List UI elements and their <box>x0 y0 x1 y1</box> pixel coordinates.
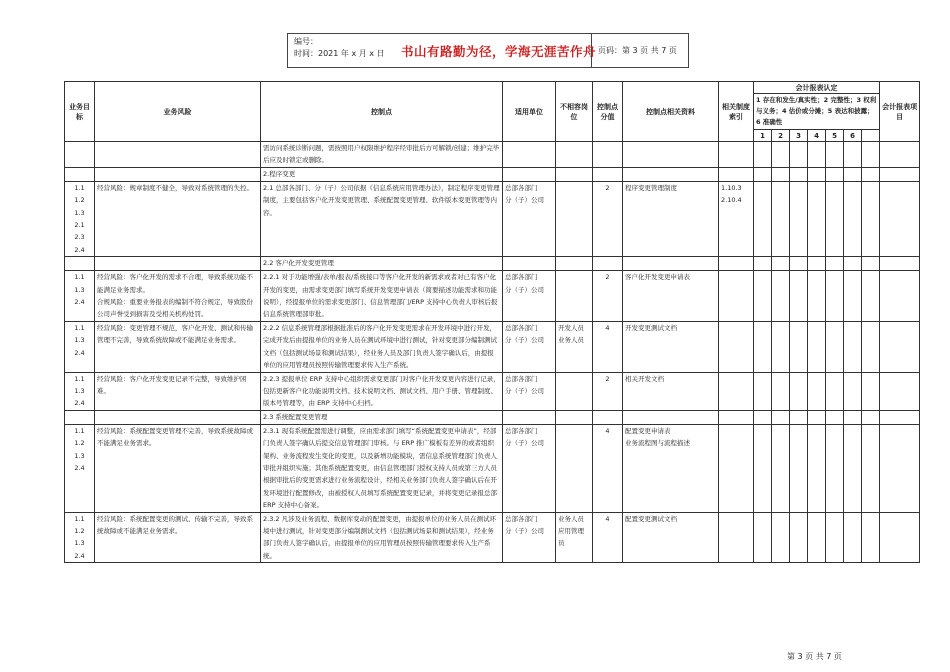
risk-cell <box>95 142 261 168</box>
empty-cell <box>826 372 844 410</box>
goal-cell <box>65 142 95 168</box>
control-cell: 2.3.1 现有系统配置需进行调整，应由需求部门填写“系统配置变更申请表”，经部门负责人签字确认后提交信息管理部门审核。与 ERP 推广模板有差异的或者组织架构、业务流程发生变化的变更，以及新增功能模块，需信息系统管理部门负责人审批并组织实施；其他系统配置变更，由信息管理部门授权支持人员或第三方人员根据审批后的变更需求进行业务流程设计，经相关业务部门负责人签字确认后在开发环境进行配置修改，由被授权人员填写系统配置变更记录，并将变更记录报总部 ERP 支持中心备案。 <box>261 424 503 512</box>
section-title: 2.3 系统配置变更管理 <box>261 410 503 424</box>
empty-cell <box>808 410 826 424</box>
incompatible-cell <box>556 142 593 168</box>
empty-cell <box>844 512 862 563</box>
acct-num: 5 <box>826 130 844 142</box>
empty-cell <box>880 410 920 424</box>
score-cell: 4 <box>593 512 623 563</box>
risk-cell <box>95 257 261 271</box>
docs-cell: 程序变更管理制度 <box>623 181 719 256</box>
section-title: 2.2 客户化开发变更管理 <box>261 257 503 271</box>
acct-num-blank <box>862 130 880 142</box>
index-cell <box>719 271 754 322</box>
empty-cell <box>623 167 719 181</box>
empty-cell <box>754 271 772 322</box>
control-cell: 2.2.3 提报单位 ERP 支持中心组织需求变更部门对客户化开发变更内容进行记录，包括更新客户化功能说明文档、技术说明文档、测试文档、用户手册、管理制度、版本号管理等，由 ERP 支持中心归档。 <box>261 372 503 410</box>
docs-cell: 客户化开发变更申请表 <box>623 271 719 322</box>
number-label: 编号： <box>294 37 318 46</box>
empty-cell <box>826 181 844 256</box>
empty-cell <box>754 142 772 168</box>
empty-cell <box>808 181 826 256</box>
col-control: 控制点 <box>261 82 503 142</box>
empty-cell <box>862 372 880 410</box>
empty-cell <box>826 512 844 563</box>
section-row <box>65 410 920 424</box>
col-acct: 会计报表认定 <box>754 82 880 94</box>
empty-cell <box>880 424 920 512</box>
score-cell: 4 <box>593 424 623 512</box>
empty-cell <box>862 512 880 563</box>
empty-cell <box>772 142 790 168</box>
col-unit: 适用单位 <box>503 82 556 142</box>
empty-cell <box>503 257 556 271</box>
docs-cell <box>623 142 719 168</box>
empty-cell <box>862 410 880 424</box>
empty-cell <box>503 410 556 424</box>
empty-cell <box>826 424 844 512</box>
empty-cell <box>862 424 880 512</box>
empty-cell <box>623 410 719 424</box>
col-incompatible: 不相容岗位 <box>556 82 593 142</box>
goal-cell <box>65 410 95 424</box>
acct-num: 4 <box>808 130 826 142</box>
acct-num: 3 <box>790 130 808 142</box>
table-row <box>65 424 920 512</box>
empty-cell <box>826 142 844 168</box>
empty-cell <box>862 257 880 271</box>
empty-cell <box>754 167 772 181</box>
empty-cell <box>593 167 623 181</box>
goal-cell: 1.1 1.3 2.4 <box>65 271 95 322</box>
section-title: 2.程序变更 <box>261 167 503 181</box>
empty-cell <box>719 167 754 181</box>
goal-cell: 1.1 1.2 1.3 2.1 2.3 2.4 <box>65 181 95 256</box>
empty-cell <box>880 181 920 256</box>
control-cell: 2.1 总部各部门、分（子）公司依据《信息系统应用管理办法》，制定程序变更管理制度，主要包括客户化开发变更管理、系统配置变更管理、软件版本变更管理等内容。 <box>261 181 503 256</box>
empty-cell <box>844 181 862 256</box>
score-cell <box>593 142 623 168</box>
empty-cell <box>826 257 844 271</box>
risk-cell <box>95 167 261 181</box>
empty-cell <box>808 271 826 322</box>
empty-cell <box>790 271 808 322</box>
empty-cell <box>880 512 920 563</box>
empty-cell <box>754 257 772 271</box>
goal-cell: 1.1 1.2 1.3 2.4 <box>65 512 95 563</box>
empty-cell <box>790 257 808 271</box>
empty-cell <box>808 512 826 563</box>
empty-cell <box>862 181 880 256</box>
unit-cell: 总部各部门 分（子）公司 <box>503 271 556 322</box>
empty-cell <box>844 271 862 322</box>
empty-cell <box>880 142 920 168</box>
control-cell: 2.3.2 凡涉及业务流程、数据库变动的配置变更，由提报单位的业务人员在测试环境中进行测试，针对变更部分编制测试文档（包括测试场景和测试结果），经业务部门负责人签字确认后，由提报单位的应用管理员按照传输管理要求传入生产系统。 <box>261 512 503 563</box>
empty-cell <box>772 257 790 271</box>
empty-cell <box>593 410 623 424</box>
empty-cell <box>754 512 772 563</box>
section-row <box>65 257 920 271</box>
section-row <box>65 167 920 181</box>
goal-cell: 1.1 1.3 2.4 <box>65 321 95 372</box>
acct-assertion-note: 1 存在和发生/真实性；2 完整性；3 权利与义务；4 估价或分摊；5 表达和披露；6 准确性 <box>754 94 880 130</box>
empty-cell <box>623 257 719 271</box>
unit-cell <box>503 142 556 168</box>
risk-cell: 经营风险：客户化开发的需求不合理，导致系统功能不能满足业务需求。 合规风险：重要业务报表的编制不符合规定，导致股份公司声誉受到损害及受相关机构处罚。 <box>95 271 261 322</box>
empty-cell <box>844 321 862 372</box>
empty-cell <box>862 142 880 168</box>
incompatible-cell <box>556 271 593 322</box>
index-cell: 1.10.3 2.10.4 <box>719 181 754 256</box>
col-risk: 业务风险 <box>95 82 261 142</box>
unit-cell: 总部各部门 分（子）公司 <box>503 181 556 256</box>
empty-cell <box>556 257 593 271</box>
risk-cell: 经营风险：客户化开发变更记录不完整，导致维护困难。 <box>95 372 261 410</box>
empty-cell <box>808 167 826 181</box>
empty-cell <box>790 181 808 256</box>
empty-cell <box>862 271 880 322</box>
empty-cell <box>754 424 772 512</box>
empty-cell <box>880 372 920 410</box>
score-cell: 2 <box>593 372 623 410</box>
index-cell <box>719 424 754 512</box>
empty-cell <box>862 167 880 181</box>
empty-cell <box>844 167 862 181</box>
empty-cell <box>844 424 862 512</box>
score-cell: 4 <box>593 321 623 372</box>
incompatible-cell <box>556 424 593 512</box>
control-table <box>64 81 920 563</box>
empty-cell <box>772 424 790 512</box>
risk-cell: 经营风险：规章制度不健全，导致对系统管理的失控。 <box>95 181 261 256</box>
time-label: 时间：2021 年 x 月 x 日 <box>294 49 385 58</box>
index-cell <box>719 321 754 372</box>
index-cell <box>719 372 754 410</box>
empty-cell <box>826 321 844 372</box>
index-cell <box>719 512 754 563</box>
header-meta <box>294 36 385 60</box>
empty-cell <box>772 167 790 181</box>
col-index: 相关制度索引 <box>719 82 754 142</box>
empty-cell <box>826 410 844 424</box>
unit-cell: 总部各部门 分（子）公司 <box>503 372 556 410</box>
goal-cell: 1.1 1.2 1.3 2.4 <box>65 424 95 512</box>
empty-cell <box>826 167 844 181</box>
empty-cell <box>556 167 593 181</box>
page-footer: 第 3 页 共 7 页 <box>787 652 842 661</box>
empty-cell <box>790 512 808 563</box>
index-cell <box>719 142 754 168</box>
empty-cell <box>808 257 826 271</box>
empty-cell <box>880 167 920 181</box>
empty-cell <box>790 321 808 372</box>
table-row <box>65 512 920 563</box>
empty-cell <box>808 372 826 410</box>
incompatible-cell: 业务人员 应用管理员 <box>556 512 593 563</box>
control-cell: 2.2.1 对于功能增强/表单/报表/系统接口等客户化开发的新需求或者对已有客户化开发的变更，由需求变更部门填写系统开发变更申请表（简要描述功能需求和功能说明），经提报单位的需求变更部门、信息管理部门/ERP 支持中心负责人审核后报信息系统管理部审批。 <box>261 271 503 322</box>
empty-cell <box>593 257 623 271</box>
unit-cell: 总部各部门 分（子）公司 <box>503 424 556 512</box>
empty-cell <box>844 410 862 424</box>
risk-cell <box>95 410 261 424</box>
goal-cell <box>65 167 95 181</box>
empty-cell <box>754 372 772 410</box>
table-row <box>65 271 920 322</box>
risk-cell: 经营风险：系统配置变更管理不完善，导致系统故障或不能满足业务需求。 <box>95 424 261 512</box>
table-row <box>65 142 920 168</box>
docs-cell: 配置变更申请表 业务流程图与流程描述 <box>623 424 719 512</box>
table-row <box>65 372 920 410</box>
empty-cell <box>862 321 880 372</box>
empty-cell <box>754 410 772 424</box>
empty-cell <box>808 321 826 372</box>
empty-cell <box>503 167 556 181</box>
empty-cell <box>844 372 862 410</box>
empty-cell <box>772 410 790 424</box>
empty-cell <box>790 142 808 168</box>
score-cell: 2 <box>593 181 623 256</box>
empty-cell <box>772 181 790 256</box>
control-cell: 需访问系统诊断问题，需按照用户权限维护程序经审批后方可解锁/创建；维护完毕后应及时锁定或删除。 <box>261 142 503 168</box>
acct-num: 2 <box>772 130 790 142</box>
acct-num: 6 <box>844 130 862 142</box>
header-motto: 书山有路勤为径，学海无涯苦作舟 <box>401 44 597 59</box>
goal-cell <box>65 257 95 271</box>
docs-cell: 相关开发文档 <box>623 372 719 410</box>
col-docs: 控制点相关资料 <box>623 82 719 142</box>
empty-cell <box>790 410 808 424</box>
empty-cell <box>880 321 920 372</box>
empty-cell <box>772 271 790 322</box>
incompatible-cell: 开发人员 业务人员 <box>556 321 593 372</box>
empty-cell <box>719 257 754 271</box>
unit-cell: 总部各部门 分（子）公司 <box>503 321 556 372</box>
empty-cell <box>808 424 826 512</box>
incompatible-cell <box>556 372 593 410</box>
empty-cell <box>772 321 790 372</box>
empty-cell <box>772 512 790 563</box>
unit-cell: 总部各部门 分（子）公司 <box>503 512 556 563</box>
empty-cell <box>880 271 920 322</box>
header-page-label: 页码：第 3 页 共 7 页 <box>591 34 677 67</box>
empty-cell <box>790 372 808 410</box>
empty-cell <box>880 257 920 271</box>
table-row <box>65 321 920 372</box>
empty-cell <box>790 167 808 181</box>
incompatible-cell <box>556 181 593 256</box>
col-score: 控制点分值 <box>593 82 623 142</box>
empty-cell <box>826 271 844 322</box>
empty-cell <box>772 372 790 410</box>
empty-cell <box>754 181 772 256</box>
control-cell: 2.2.2 信息系统管理部根据批准后的客户化开发变更需求在开发环境中进行开发，完成开发后由提报单位的业务人员在测试环境中进行测试，针对变更部分编制测试文档（包括测试场景和测试结果），经业务人员及部门负责人签字确认后，由提报单位的应用管理员按照传输管理要求传入生产系统。 <box>261 321 503 372</box>
empty-cell <box>719 410 754 424</box>
empty-cell <box>808 142 826 168</box>
score-cell: 2 <box>593 271 623 322</box>
goal-cell: 1.1 1.3 2.4 <box>65 372 95 410</box>
col-acct-item: 会计报表项目 <box>880 82 920 142</box>
risk-cell: 经营风险：变更管理不规范，客户化开发、测试和传输管理不完善，导致系统故障或不能满足业务需求。 <box>95 321 261 372</box>
empty-cell <box>844 142 862 168</box>
empty-cell <box>556 410 593 424</box>
empty-cell <box>844 257 862 271</box>
page-header <box>287 33 689 68</box>
docs-cell: 开发变更测试文档 <box>623 321 719 372</box>
empty-cell <box>754 321 772 372</box>
table-row <box>65 181 920 256</box>
col-goal: 业务目标 <box>65 82 95 142</box>
empty-cell <box>790 424 808 512</box>
docs-cell: 配置变更测试文档 <box>623 512 719 563</box>
table-body <box>65 142 920 563</box>
risk-cell: 经营风险：系统配置变更的测试、传输不完善，导致系统故障或不能满足业务需求。 <box>95 512 261 563</box>
acct-num: 1 <box>754 130 772 142</box>
